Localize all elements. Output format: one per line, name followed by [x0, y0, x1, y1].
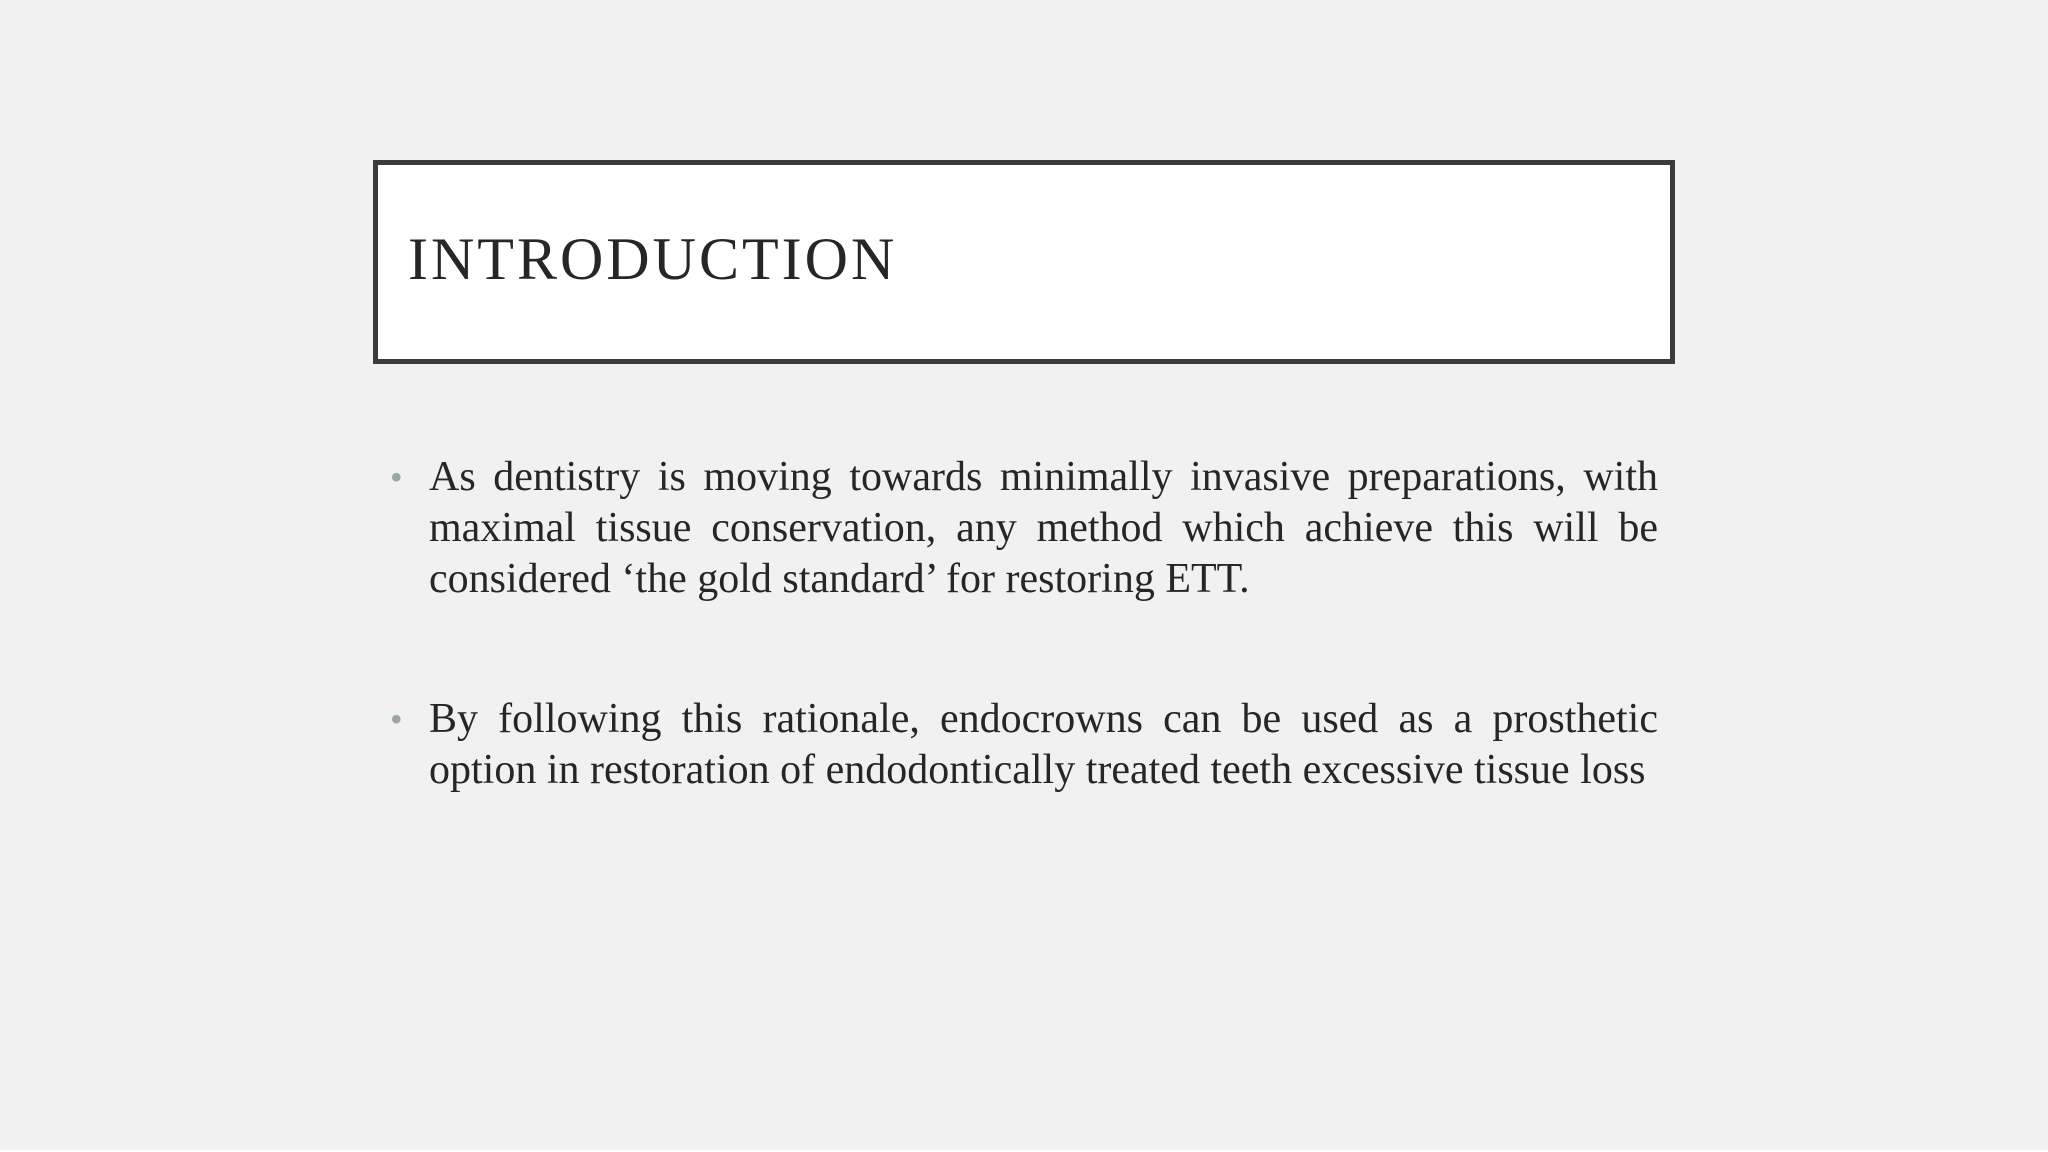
bullet-list	[390, 452, 1658, 885]
bullet-item	[390, 694, 1658, 796]
bullet-marker: •	[390, 457, 403, 497]
bullet-text: By following this rationale, endocrowns can be used as a prosthetic option in restoration of endodontically treated teeth excessive tissue loss	[429, 696, 1658, 793]
bullet-text: As dentistry is moving towards minimally invasive preparations, with maximal tissue conservation, any method which achieve this will be considered ‘the gold standard’ for restoring ETT.	[429, 454, 1658, 602]
bullet-marker: •	[390, 699, 403, 739]
title-box	[373, 160, 1675, 364]
bullet-item	[390, 452, 1658, 605]
slide-title: INTRODUCTION	[408, 226, 898, 292]
